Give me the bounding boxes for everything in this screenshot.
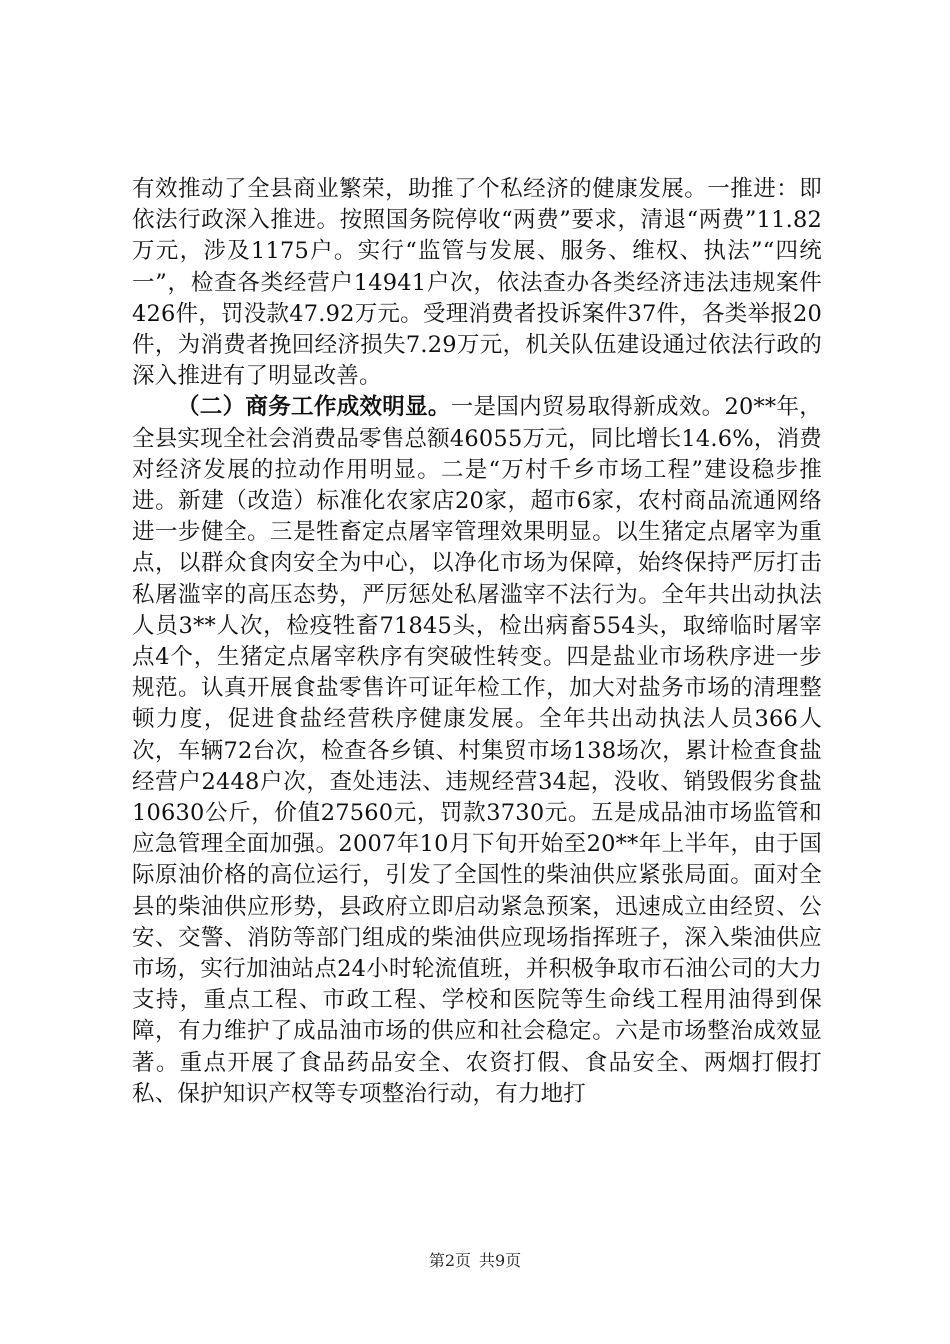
document-body (132, 174, 822, 1110)
section-paragraph (132, 392, 822, 1110)
section-body: 一是国内贸易取得新成效。20**年，全县实现全社会消费品零售总额46055万元，同比增长14.6%，消费对经济发展的拉动作用明显。二是“万村千乡市场工程”建设稳步推进。新建（改造）标准化农家店20家，超市6家，农村商品流通网络进一步健全。三是牲畜定点屠宰管理效果明显。以生猪定点屠宰为重点，以群众食肉安全为中心，以净化市场为保障，始终保持严厉打击私屠滥宰的高压态势，严厉惩处私屠滥宰不法行为。全年共出动执法人员3**人次，检疫牲畜71845头，检出病畜554头，取缔临时屠宰点4个，生猪定点屠宰秩序有突破性转变。四是盐业市场秩序进一步规范。认真开展食盐零售许可证年检工作，加大对盐务市场的清理整顿力度，促进食盐经营秩序健康发展。全年共出动执法人员366人次，车辆72台次，检查各乡镇、村集贸市场138场次，累计检查食盐经营户2448户次，查处违法、违规经营34起，没收、销毁假劣食盐10630公斤，价值27560元，罚款3730元。五是成品油市场监管和应急管理全面加强。2007年10月下旬开始至20**年上半年，由于国际原油价格的高位运行，引发了全国性的柴油供应紧张局面。面对全县的柴油供应形势，县政府立即启动紧急预案，迅速成立由经贸、公安、交警、消防等部门组成的柴油供应现场指挥班子，深入柴油供应市场，实行加油站点24小时轮流值班，并积极争取市石油公司的大力支持，重点工程、市政工程、学校和医院等生命线工程用油得到保障，有力维护了成品油市场的供应和社会稳定。六是市场整治成效显著。重点开展了食品药品安全、农资打假、食品安全、两烟打假打私、保护知识产权等专项整治行动，有力地打 (132, 394, 823, 1107)
paragraph-continued: 有效推动了全县商业繁荣，助推了个私经济的健康发展。一推进：即依法行政深入推进。按照国务院停收“两费”要求，清退“两费”11.82万元，涉及1175户。实行“监管与发展、服务、维权、执法”“四统一”，检查各类经营户14941户次，依法查办各类经济违法违规案件426件，罚没款47.92万元。受理消费者投诉案件37件，各类举报20件，为消费者挽回经济损失7.29万元，机关队伍建设通过依法行政的深入推进有了明显改善。 (132, 176, 822, 390)
page-footer (0, 1248, 950, 1271)
page-total: 共9页 (479, 1251, 522, 1270)
section-heading: （二）商务工作成效明显。 (177, 394, 451, 421)
page-number: 第2页 (428, 1251, 471, 1270)
